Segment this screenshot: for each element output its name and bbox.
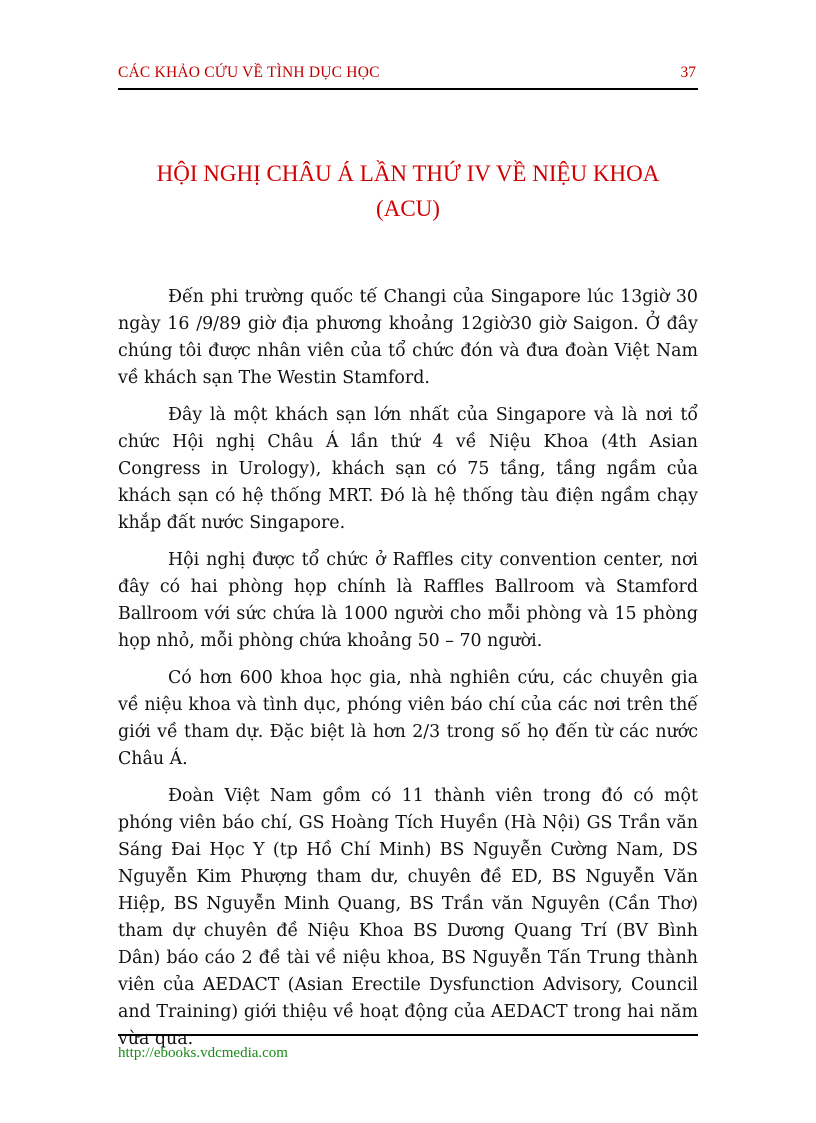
chapter-title-line-1: HỘI NGHỊ CHÂU Á LẦN THỨ IV VỀ NIỆU KHOA	[156, 161, 660, 186]
footer-divider	[118, 1034, 698, 1036]
chapter-title-line-2: (ACU)	[376, 196, 440, 221]
paragraph: Đây là một khách sạn lớn nhất của Singapore và là nơi tổ chức Hội nghị Châu Á lần thứ 4 về Niệu Khoa (4th Asian Congress in Urology), khách sạn có 75 tầng, tầng ngầm của khách sạn có hệ thống MRT. Đó là hệ thống tàu điện ngầm chạy khắp đất nước Singapore.	[118, 405, 698, 533]
running-header	[118, 60, 698, 90]
paragraph: Đến phi trường quốc tế Changi của Singapore lúc 13giờ 30 ngày 16 /9/89 giờ địa phương khoảng 12giờ30 giờ Saigon. Ở đây chúng tôi được nhân viên của tổ chức đón và đưa đoàn Việt Nam về khách sạn The Westin Stamford.	[118, 287, 698, 388]
page-number: 37	[680, 64, 696, 81]
chapter-title	[118, 156, 698, 226]
paragraph: Có hơn 600 khoa học gia, nhà nghiên cứu, các chuyên gia về niệu khoa và tình dục, phóng viên báo chí của các nơi trên thế giới về tham dự. Đặc biệt là hơn 2/3 trong số họ đến từ các nước Châu Á.	[118, 668, 698, 769]
running-header-title: CÁC KHẢO CỨU VỀ TÌNH DỤC HỌC	[118, 64, 380, 81]
paragraph: Đoàn Việt Nam gồm có 11 thành viên trong đó có một phóng viên báo chí, GS Hoàng Tích Huyền (Hà Nội) GS Trần văn Sáng Đai Học Y (tp Hồ Chí Minh) BS Nguyễn Cường Nam, DS Nguyễn Kim Phượng tham dư, chuyên đề ED, BS Nguyễn Văn Hiệp, BS Nguyễn Minh Quang, BS Trần văn Nguyên (Cần Thơ) tham dự chuyên đề Niệu Khoa BS Dương Quang Trí (BV Bình Dân) báo cáo 2 đề tài về niệu khoa, BS Nguyễn Tấn Trung thành viên của AEDACT (Asian Erectile Dysfunction Advisory, Council and Training) giới thiệu về hoạt động của AEDACT trong hai năm vừa qua.	[118, 786, 698, 1049]
paragraph: Hội nghị được tổ chức ở Raffles city convention center, nơi đây có hai phòng họp chính là Raffles Ballroom và Stamford Ballroom với sức chứa là 1000 người cho mỗi phòng và 15 phòng họp nhỏ, mỗi phòng chứa khoảng 50 – 70 người.	[118, 550, 698, 651]
body-text	[118, 284, 698, 1063]
footer-link[interactable]: http://ebooks.vdcmedia.com	[118, 1045, 288, 1061]
